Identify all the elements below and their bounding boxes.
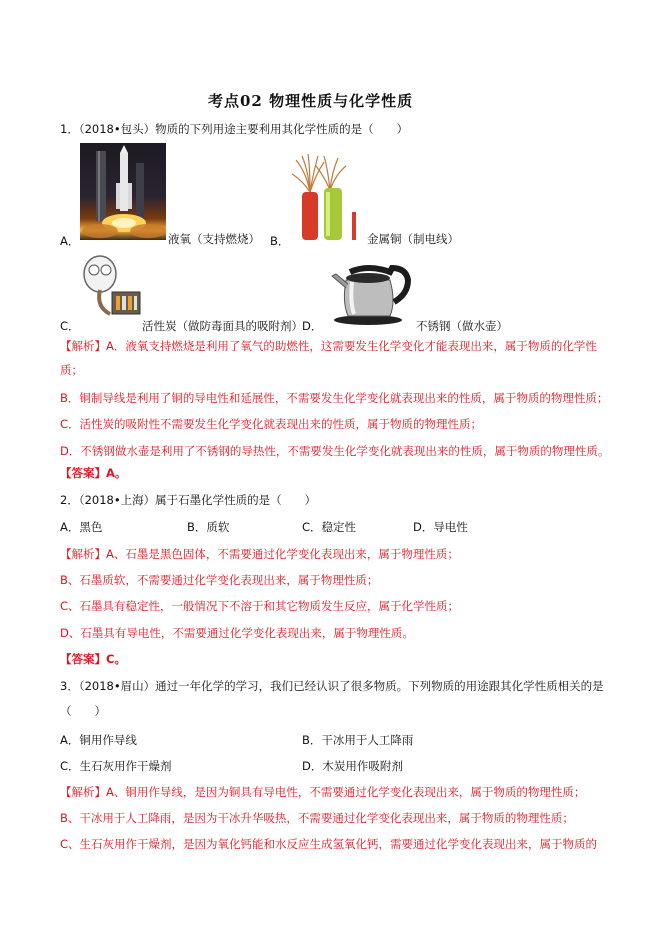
q1-analysis-line-2: 质；	[60, 363, 83, 377]
q2-analysis-line-2: B、石墨质软，不需要通过化学变化表现出来，属于物理性质；	[60, 573, 379, 587]
option-c-text: 活性炭（做防毒面具的吸附剂）	[142, 319, 303, 333]
q2-option-d: D．导电性	[413, 520, 468, 534]
question-3-stem: 3．（2018•眉山）通过一年化学的学习，我们已经认识了很多物质。下列物质的用途跟其化学性质相关的是	[60, 679, 604, 693]
option-b-label: B．	[270, 234, 290, 248]
q2-analysis-line-4: D、石墨具有导电性，不需要通过化学变化表现出来，属于物理性质。	[60, 626, 414, 640]
option-a-label: A．	[60, 234, 80, 248]
q2-analysis-line-3: C、石墨具有稳定性，一般情况下不溶于和其它物质发生反应，属于化学性质；	[60, 599, 460, 613]
option-d-text: 不锈钢（做水壶）	[416, 319, 508, 333]
copper-wire-image	[288, 152, 368, 242]
rocket-launch-image	[80, 143, 166, 240]
option-a-text: 液氧（支持燃烧）	[168, 232, 260, 246]
q3-option-c: C．生石灰用作干燥剂	[60, 759, 172, 773]
option-b-text: 金属铜（制电线）	[367, 232, 459, 246]
q3-analysis-line-1: 【解析】A、铜用作导线，是因为铜具有导电性，不需要通过化学变化表现出来，属于物质的物理性质；	[60, 785, 586, 799]
question-3-stem-blank: （ ）	[60, 704, 106, 718]
page-title: 考点02 物理性质与化学性质	[208, 92, 414, 110]
q3-option-b: B．干冰用于人工降雨	[302, 733, 414, 747]
q3-option-d: D．木炭用作吸附剂	[302, 759, 403, 773]
q2-option-c: C．稳定性	[302, 520, 357, 534]
q1-analysis-line-1: 【解析】A．液氧支持燃烧是利用了氧气的助燃性，这需要发生化学变化才能表现出来，属于物质的化学性	[60, 339, 597, 353]
q1-analysis-line-5: D．不锈钢做水壶是利用了不锈钢的导热性，不需要发生化学变化就表现出来的性质，属于物质的物理性质。	[60, 444, 610, 458]
q2-answer: 【答案】C。	[60, 652, 126, 666]
q1-analysis-line-4: C．活性炭的吸附性不需要发生化学变化就表现出来的性质，属于物质的物理性质；	[60, 417, 483, 431]
q1-answer: 【答案】A。	[60, 466, 127, 480]
question-2-stem: 2．（2018•上海）属于石墨化学性质的是（ ）	[60, 493, 317, 507]
option-d-label: D．	[302, 319, 323, 333]
q3-analysis-line-2: B、干冰用于人工降雨，是因为干冰升华吸热，不需要通过化学变化表现出来，属于物质的物理性质；	[60, 811, 574, 825]
q2-analysis-line-1: 【解析】A、石墨是黑色固体，不需要通过化学变化表现出来，属于物理性质；	[60, 547, 459, 561]
kettle-image	[328, 258, 412, 326]
q3-analysis-line-3: C、生石灰用作干燥剂，是因为氧化钙能和水反应生成氢氧化钙，需要通过化学变化表现出来，属于物质的	[60, 837, 598, 851]
q2-option-a: A．黑色	[60, 520, 103, 534]
q3-option-a: A．铜用作导线	[60, 733, 137, 747]
question-1-stem: 1．（2018•包头）物质的下列用途主要利用其化学性质的是（ ）	[60, 122, 409, 136]
q2-option-b: B．质软	[187, 520, 230, 534]
gas-mask-image	[76, 252, 146, 328]
option-c-label: C．	[60, 319, 80, 333]
q1-analysis-line-3: B．铜制导线是利用了铜的导电性和延展性，不需要发生化学变化就表现出来的性质，属于物质的物理性质；	[60, 391, 609, 405]
